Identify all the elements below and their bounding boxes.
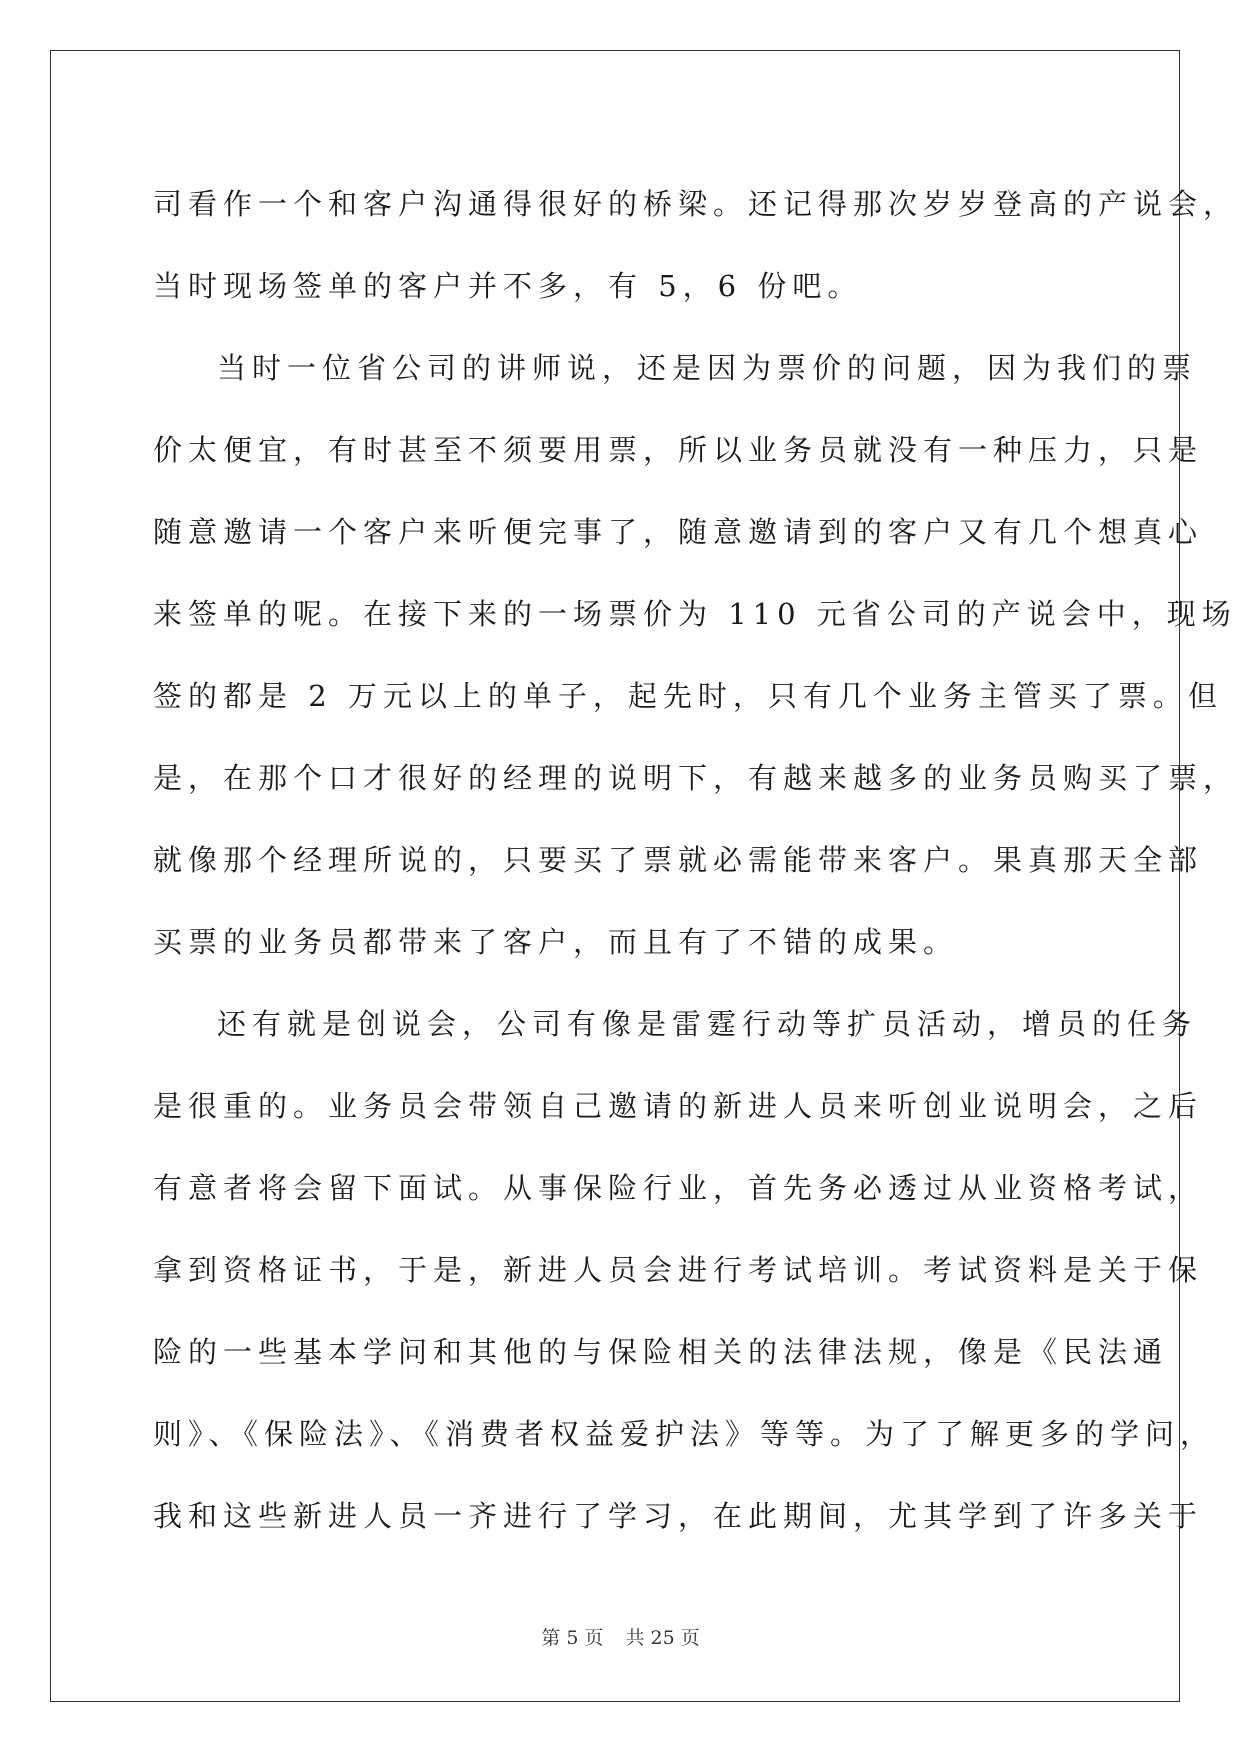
text-line: 则》、《保险法》、《消费者权益爱护法》等等。为了了解更多的学问，	[153, 1417, 1216, 1451]
paragraph-first-line: 当时一位省公司的讲师说，还是因为票价的问题，因为我们的票	[217, 351, 1198, 385]
text-line: 当时现场签单的客户并不多，有 5，6 份吧。	[153, 269, 863, 303]
text-line: 是很重的。业务员会带领自己邀请的新进人员来听创业说明会，之后	[153, 1089, 1204, 1123]
paragraph-first-line: 还有就是创说会，公司有像是雷霆行动等扩员活动，增员的任务	[217, 1007, 1198, 1041]
text-line: 拿到资格证书，于是，新进人员会进行考试培训。考试资料是关于保	[153, 1253, 1204, 1287]
text-line: 来签单的呢。在接下来的一场票价为 110 元省公司的产说会中，现场	[153, 597, 1237, 631]
text-line: 司看作一个和客户沟通得很好的桥梁。还记得那次岁岁登高的产说会，	[153, 187, 1239, 221]
text-line: 险的一些基本学问和其他的与保险相关的法律法规，像是《民法通	[153, 1335, 1169, 1369]
total-pages: 共 25 页	[625, 1627, 700, 1649]
text-line: 有意者将会留下面试。从事保险行业，首先务必透过从业资格考试，	[153, 1171, 1204, 1205]
body-text	[153, 163, 1239, 1557]
text-line: 就像那个经理所说的，只要买了票就必需能带来客户。果真那天全部	[153, 843, 1204, 877]
text-line: 签的都是 2 万元以上的单子，起先时，只有几个业务主管买了票。但	[153, 679, 1223, 713]
text-line: 是，在那个口才很好的经理的说明下，有越来越多的业务员购买了票，	[153, 761, 1239, 795]
page-footer	[0, 1623, 1241, 1650]
text-line: 我和这些新进人员一齐进行了学习，在此期间，尤其学到了许多关于	[153, 1499, 1204, 1533]
text-line: 随意邀请一个客户来听便完事了，随意邀请到的客户又有几个想真心	[153, 515, 1204, 549]
page-number: 第 5 页	[541, 1627, 604, 1649]
text-line: 买票的业务员都带来了客户，而且有了不错的成果。	[153, 925, 959, 959]
text-line: 价太便宜，有时甚至不须要用票，所以业务员就没有一种压力，只是	[153, 433, 1204, 467]
